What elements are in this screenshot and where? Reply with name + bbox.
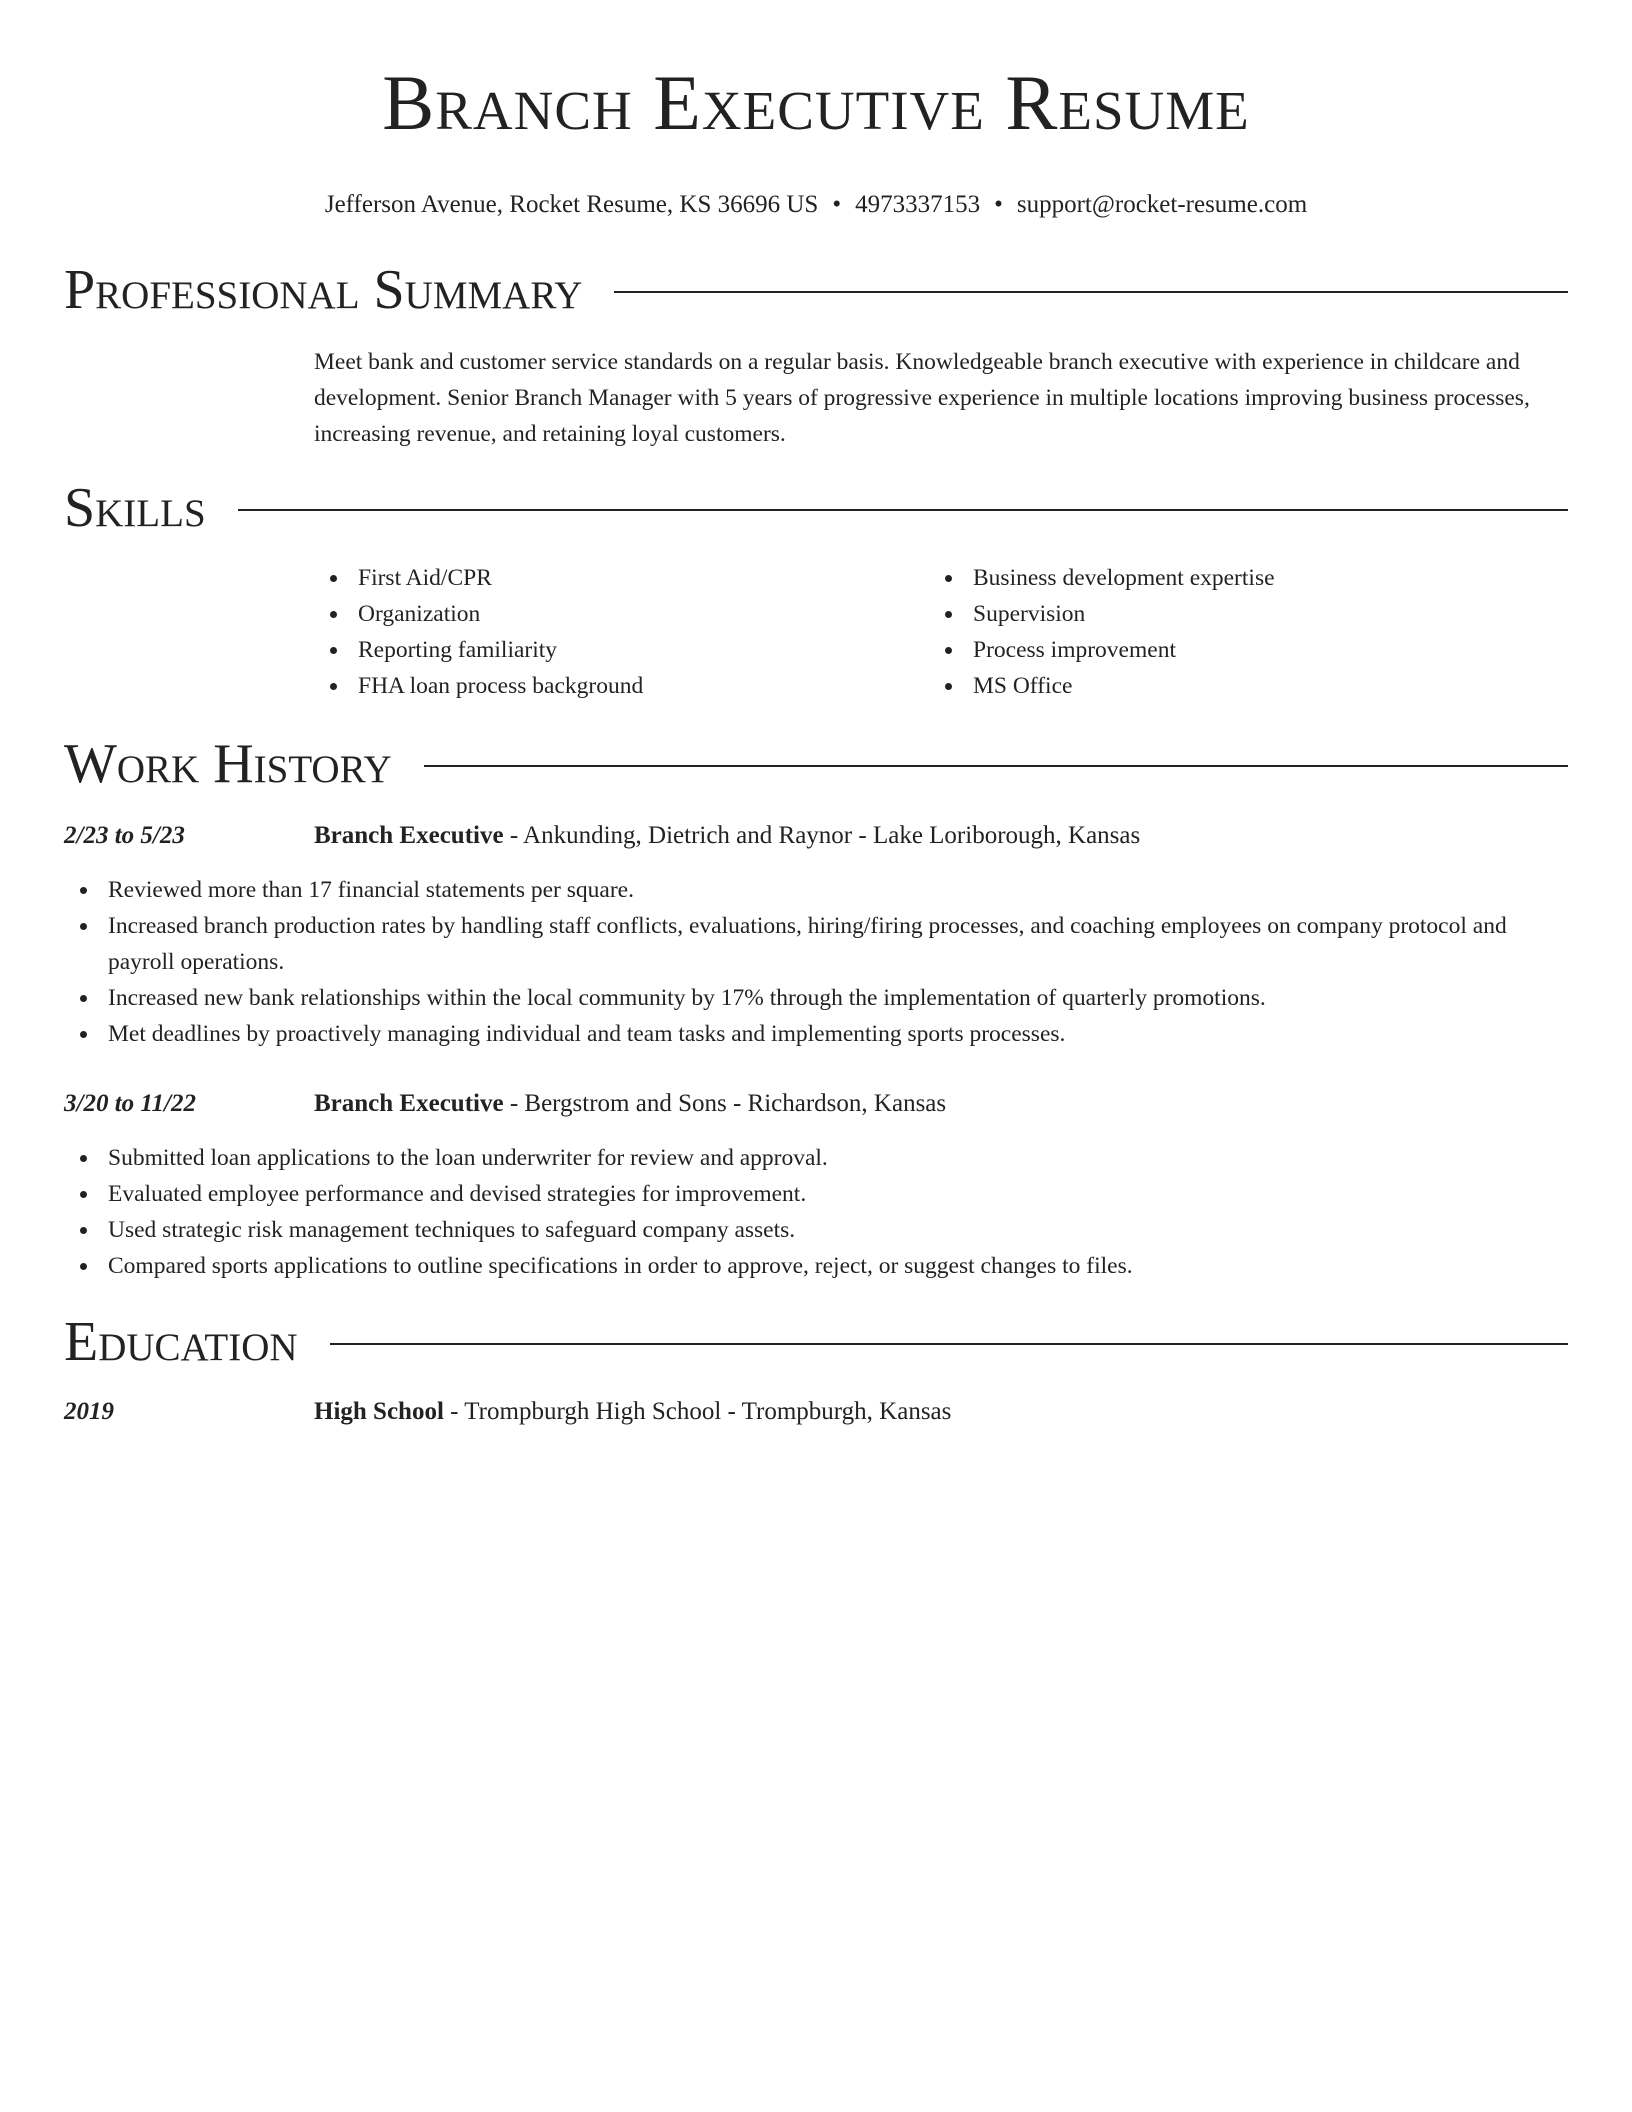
skills-list [314, 560, 1568, 704]
contact-phone: 4973337153 [855, 191, 981, 218]
skill-item: Supervision [929, 596, 1544, 632]
contact-email: support@rocket-resume.com [1016, 191, 1308, 218]
job-title-line [314, 1086, 946, 1122]
job-bullet: Submitted loan applications to the loan underwriter for review and approval. [64, 1140, 1568, 1176]
job-bullet: Increased branch production rates by handling staff conflicts, evaluations, hiring/firing processes, and coaching employees on company protocol and payroll operations. [64, 908, 1568, 980]
job-header [64, 818, 1568, 854]
skill-item: MS Office [929, 668, 1544, 704]
job-entry [64, 818, 1568, 1052]
skill-item: First Aid/CPR [314, 560, 929, 596]
job-title-line [314, 818, 1140, 854]
skill-item: Business development expertise [929, 560, 1544, 596]
contact-separator: • [832, 191, 842, 218]
skills-column-right [929, 560, 1544, 704]
job-entry [64, 1086, 1568, 1284]
education-title-line [314, 1394, 951, 1430]
job-bullet: Reviewed more than 17 financial statements per square. [64, 872, 1568, 908]
summary-text: Meet bank and customer service standards on a regular basis. Knowledgeable branch executive with experience in childcare and development. Senior Branch Manager with 5 years of progressive experience in multiple locations improving business processes, increasing revenue, and retaining loyal customers. [314, 349, 1530, 447]
job-details: - Bergstrom and Sons - Richardson, Kansas [503, 1090, 947, 1117]
resume-title: Branch Executive Resume [382, 59, 1250, 146]
section-header-skills [64, 476, 1568, 540]
skill-item: Process improvement [929, 632, 1544, 668]
job-title: Branch Executive [314, 822, 504, 849]
contact-address: Jefferson Avenue, Rocket Resume, KS 36696 US [324, 191, 819, 218]
education-year: 2019 [64, 1398, 114, 1425]
contact-separator: • [994, 191, 1003, 218]
job-dates: 3/20 to 11/22 [64, 1090, 196, 1117]
section-header-education [64, 1310, 1568, 1374]
education-degree: High School [314, 1398, 444, 1425]
section-title-skills: Skills [64, 477, 206, 539]
job-title: Branch Executive [314, 1090, 504, 1117]
section-divider [424, 765, 1568, 767]
education-entry [64, 1394, 1568, 1430]
section-header-summary [64, 258, 1568, 322]
skills-column-left [314, 560, 929, 704]
job-bullet: Met deadlines by proactively managing individual and team tasks and implementing sports processes. [64, 1016, 1568, 1052]
job-bullet: Used strategic risk management techniques to safeguard company assets. [64, 1212, 1568, 1248]
skill-item: Reporting familiarity [314, 632, 929, 668]
job-header [64, 1086, 1568, 1122]
section-divider [614, 291, 1568, 293]
skill-item: Organization [314, 596, 929, 632]
section-title-work: Work History [64, 733, 392, 795]
education-header [64, 1394, 1568, 1430]
skill-item: FHA loan process background [314, 668, 929, 704]
job-dates: 2/23 to 5/23 [64, 822, 185, 849]
job-bullet: Increased new bank relationships within the local community by 17% through the implementation of quarterly promotions. [64, 980, 1568, 1016]
job-details: - Ankunding, Dietrich and Raynor - Lake Loriborough, Kansas [503, 822, 1141, 849]
section-header-work [64, 732, 1568, 796]
section-title-summary: Professional Summary [64, 259, 583, 321]
job-bullet: Evaluated employee performance and devised strategies for improvement. [64, 1176, 1568, 1212]
job-bullet: Compared sports applications to outline specifications in order to approve, reject, or suggest changes to files. [64, 1248, 1568, 1284]
contact-line [64, 190, 1568, 220]
job-bullets [64, 1140, 1568, 1284]
education-details: - Trompburgh High School - Trompburgh, Kansas [443, 1398, 952, 1425]
section-title-education: Education [64, 1311, 298, 1373]
job-bullets [64, 872, 1568, 1052]
section-divider [330, 1343, 1568, 1345]
section-divider [238, 509, 1568, 511]
